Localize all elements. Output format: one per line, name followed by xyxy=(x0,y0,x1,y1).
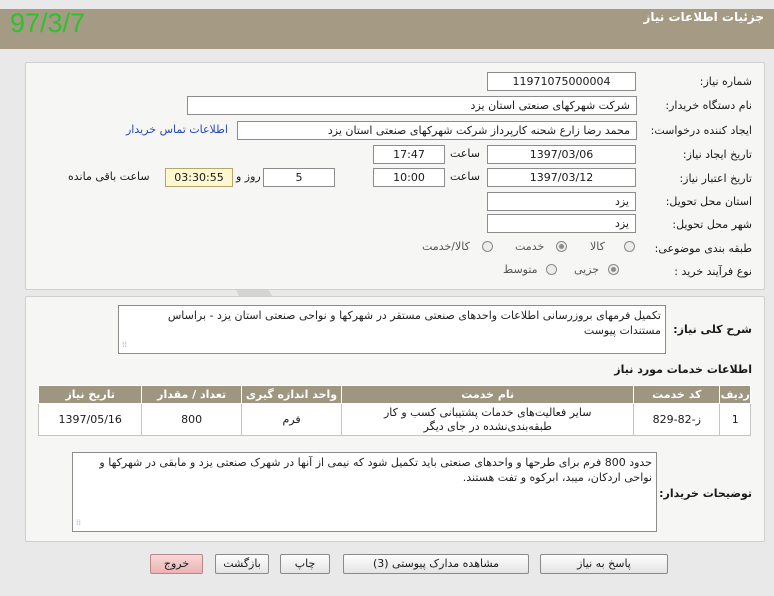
remaining-time-box: 03:30:55 xyxy=(165,168,233,187)
resize-grip-icon[interactable]: ⁞⁞ xyxy=(122,340,128,349)
description-label: شرح کلی نیاز: xyxy=(673,323,752,336)
col-row-number: ردیف xyxy=(720,386,751,404)
process-minor-label: جزیی xyxy=(574,263,600,276)
table-row xyxy=(39,404,751,436)
page-title: جزئیات اطلاعات نیاز xyxy=(643,10,764,24)
services-header-row xyxy=(39,386,751,404)
created-date-field: 1397/03/06 xyxy=(487,145,636,164)
category-label: طبقه بندی موضوعی: xyxy=(654,242,752,255)
col-service-name: نام خدمت xyxy=(342,386,634,404)
remaining-time-label: ساعت باقی مانده xyxy=(68,170,150,183)
process-medium-radio[interactable] xyxy=(546,264,557,275)
cell-service-code: ز-82-829 xyxy=(634,404,720,436)
cell-quantity: 800 xyxy=(142,404,241,436)
province-field: یزد xyxy=(487,192,636,211)
col-need-date: تاریخ نیاز xyxy=(39,386,142,404)
creator-field: محمد رضا زارع شحنه کارپرداز شرکت شهرکهای صنعتی استان یزد xyxy=(237,121,637,140)
print-button[interactable]: چاپ xyxy=(280,554,330,574)
valid-hour-label: ساعت xyxy=(450,170,480,183)
created-time-field: 17:47 xyxy=(373,145,445,164)
province-label: استان محل تحویل: xyxy=(665,195,752,208)
valid-time-field: 10:00 xyxy=(373,168,445,187)
category-goods-service-label: کالا/خدمت xyxy=(422,240,470,253)
category-goods-radio[interactable] xyxy=(624,241,635,252)
cell-unit: فرم xyxy=(241,404,341,436)
buyer-contact-link[interactable]: اطلاعات تماس خریدار xyxy=(126,123,228,136)
services-title: اطلاعات خدمات مورد نیاز xyxy=(614,363,752,376)
buyer-notes-text xyxy=(72,452,657,532)
creator-label: ایجاد کننده درخواست: xyxy=(650,124,752,137)
description-text xyxy=(118,305,666,354)
days-field: 5 xyxy=(263,168,335,187)
category-goods-label: کالا xyxy=(590,240,605,253)
buyer-notes-content: حدود 800 فرم برای طرحها و واحدهای صنعتی باید تکمیل شود که نیمی از آنها در شهرک صنعتی یزد و مابقی در شهرکها و نواحی اردکان، میبد، ابرکوه و تفت هستند. xyxy=(99,456,652,484)
buyer-notes-label: توضیحات خریدار: xyxy=(659,487,752,500)
buyer-field: شرکت شهرکهای صنعتی استان یزد xyxy=(187,96,637,115)
date-stamp: 97/3/7 xyxy=(10,8,86,38)
cell-need-date: 1397/05/16 xyxy=(39,404,142,436)
process-medium-label: متوسط xyxy=(503,263,538,276)
cell-row-number: 1 xyxy=(720,404,751,436)
services-table xyxy=(38,385,751,436)
back-button[interactable]: بازگشت xyxy=(215,554,269,574)
reply-button[interactable]: پاسخ به نیاز xyxy=(540,554,668,574)
col-unit: واحد اندازه گیری xyxy=(241,386,341,404)
exit-button[interactable]: خروج xyxy=(150,554,203,574)
process-label: نوع فرآیند خرید : xyxy=(674,265,752,278)
category-service-label: خدمت xyxy=(515,240,545,253)
resize-grip-icon[interactable]: ⁞⁞ xyxy=(76,518,82,527)
description-content: تکمیل فرمهای بروزرسانی اطلاعات واحدهای صنعتی مستقر در شهرکها و نواحی صنعتی استان یزد - براساس مستندات پیوست xyxy=(167,309,661,337)
need-number-field: 1197107500000​4 xyxy=(487,72,636,91)
valid-date-field: 1397/03/12 xyxy=(487,168,636,187)
col-service-code: کد خدمت xyxy=(634,386,720,404)
buyer-label: نام دستگاه خریدار: xyxy=(665,99,752,112)
cell-service-name: سایر فعالیت‌های خدمات پشتیبانی کسب و کار طبقه‌بندی‌نشده در جای دیگر xyxy=(342,404,634,436)
process-minor-radio[interactable] xyxy=(608,264,619,275)
need-number-label: شماره نیاز: xyxy=(699,75,752,88)
city-label: شهر محل تحویل: xyxy=(672,218,752,231)
category-service-radio[interactable] xyxy=(556,241,567,252)
city-field: یزد xyxy=(487,214,636,233)
valid-date-label: تاریخ اعتبار نیاز: xyxy=(679,172,752,185)
view-attachments-button[interactable]: مشاهده مدارک پیوستی (3) xyxy=(343,554,529,574)
created-hour-label: ساعت xyxy=(450,147,480,160)
category-goods-service-radio[interactable] xyxy=(482,241,493,252)
created-date-label: تاریخ ایجاد نیاز: xyxy=(682,148,752,161)
col-quantity: تعداد / مقدار xyxy=(142,386,241,404)
days-label: روز و xyxy=(236,170,261,183)
